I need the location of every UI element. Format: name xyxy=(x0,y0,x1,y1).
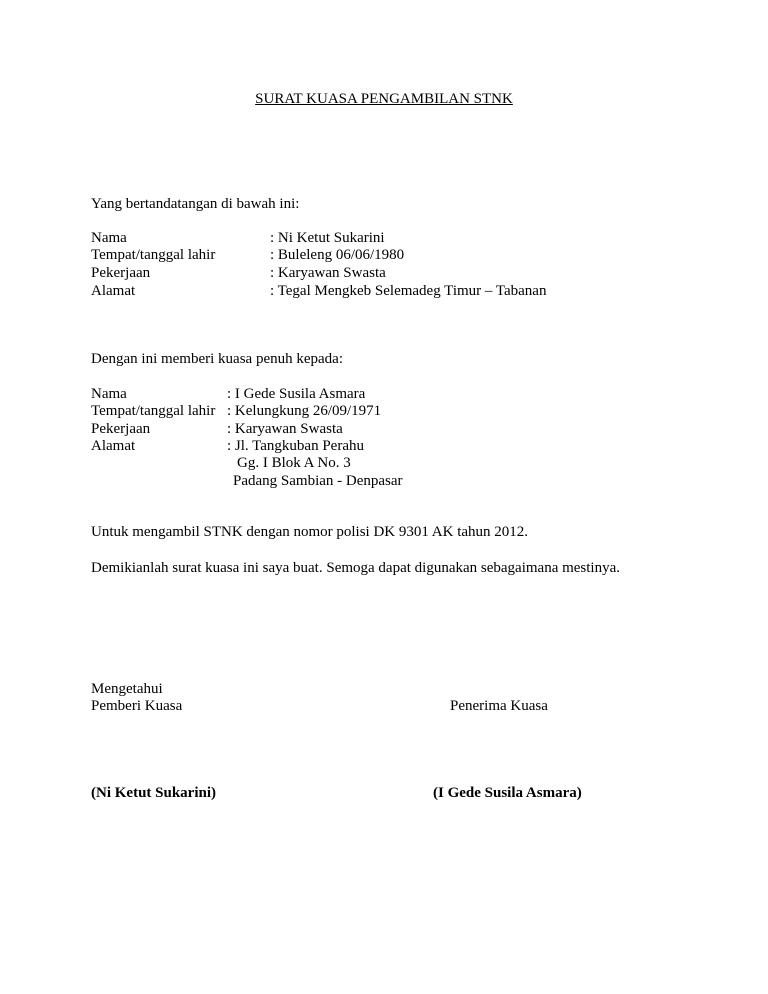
pemberi-nama-value: : Ni Ketut Sukarini xyxy=(270,230,385,246)
penerima-nama-value: : I Gede Susila Asmara xyxy=(227,386,366,402)
pemberi-pekerjaan-label: Pekerjaan xyxy=(91,265,151,281)
document-title: SURAT KUASA PENGAMBILAN STNK xyxy=(255,91,513,107)
kuasa-intro-text: Dengan ini memberi kuasa penuh kepada: xyxy=(91,351,343,367)
intro-text: Yang bertandatangan di bawah ini: xyxy=(91,196,300,212)
penerima-ttl-value: : Kelungkung 26/09/1971 xyxy=(227,403,382,419)
pemberi-alamat-label: Alamat xyxy=(91,283,136,299)
penerima-signature-name: (I Gede Susila Asmara) xyxy=(433,785,582,801)
pemberi-nama-label: Nama xyxy=(91,230,127,246)
pemberi-kuasa-label: Pemberi Kuasa xyxy=(91,698,183,714)
pemberi-ttl-value: : Buleleng 06/06/1980 xyxy=(270,247,405,263)
mengetahui-label: Mengetahui xyxy=(91,681,163,697)
closing-text: Demikianlah surat kuasa ini saya buat. Semoga dapat digunakan sebagaimana mestinya. xyxy=(91,560,621,576)
pemberi-signature-name: (Ni Ketut Sukarini) xyxy=(91,785,217,801)
pemberi-ttl-label: Tempat/tanggal lahir xyxy=(91,247,216,263)
purpose-text: Untuk mengambil STNK dengan nomor polisi DK 9301 AK tahun 2012. xyxy=(91,524,529,540)
penerima-pekerjaan-label: Pekerjaan xyxy=(91,421,151,437)
pemberi-alamat-value: : Tegal Mengkeb Selemadeg Timur – Tabanan xyxy=(270,283,547,299)
penerima-alamat-line3: Padang Sambian - Denpasar xyxy=(233,473,403,489)
penerima-alamat-value: : Jl. Tangkuban Perahu xyxy=(227,438,364,454)
penerima-nama-label: Nama xyxy=(91,386,127,402)
pemberi-pekerjaan-value: : Karyawan Swasta xyxy=(270,265,386,281)
penerima-alamat-label: Alamat xyxy=(91,438,136,454)
penerima-pekerjaan-value: : Karyawan Swasta xyxy=(227,421,343,437)
penerima-alamat-line2: Gg. I Blok A No. 3 xyxy=(237,455,351,471)
penerima-ttl-label: Tempat/tanggal lahir xyxy=(91,403,216,419)
penerima-kuasa-label: Penerima Kuasa xyxy=(450,698,548,714)
